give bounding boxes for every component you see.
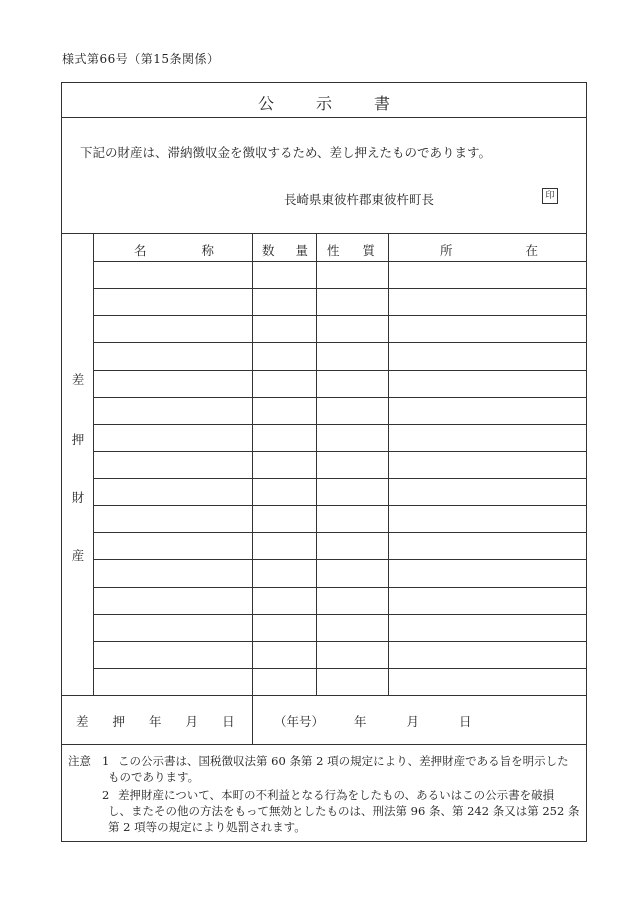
table-row-rule [93,559,586,560]
column-divider [388,233,389,695]
note-number: 1 [102,754,110,768]
section-divider [62,695,586,696]
table-row-rule [93,261,586,262]
form-number: 様式第66号（第15条関係） [62,52,220,66]
note-text-line: ものであります。 [108,770,200,784]
note-number: 2 [102,788,110,802]
table-row-rule [93,614,586,615]
table-row-rule [93,342,586,343]
table-row-rule [93,451,586,452]
column-header-quantity: 数 量 [262,243,308,258]
side-label-divider [93,233,94,695]
seizure-date-value: （年号） 年 月 日 [274,714,472,729]
notes-prefix: 注意 [68,754,91,768]
seal-mark: 印 [542,188,558,204]
table-row-rule [93,668,586,669]
section-divider [62,744,586,745]
column-header-nature: 性 質 [327,243,375,258]
note-text-line: 第 2 項等の規定により処罰されます。 [108,820,306,834]
side-label-char: 財 [71,490,85,505]
table-row-rule [93,532,586,533]
table-row-rule [93,424,586,425]
column-divider [316,233,317,695]
side-label-char: 押 [71,432,85,447]
section-divider [62,233,586,234]
issuer-name: 長崎県東彼杵郡東彼杵町長 [284,192,435,207]
table-row-rule [93,478,586,479]
notice-statement: 下記の財産は、滞納徴収金を徴収するため、差し押えたものであります。 [80,145,492,160]
note-text-line: し、またその他の方法をもって無効としたものは、刑法第 96 条、第 242 条又は第 252 条 [108,804,580,818]
title-row [62,83,586,118]
side-label-char: 差 [71,372,85,387]
table-row-rule [93,370,586,371]
note-text-line: 差押財産について、本町の不利益となる行為をしたもの、あるいはこの公示書を破損 [118,788,555,802]
document-title: 公示書 [257,94,432,113]
notice-form [61,82,587,842]
column-header-name: 名 称 [134,243,214,258]
seizure-date-row: 差 押 年 月 日 [76,714,235,729]
table-row-rule [93,288,586,289]
note-text-line: この公示書は、国税徴収法第 60 条第 2 項の規定により、差押財産である旨を明示した [118,754,569,768]
column-header-location: 所 在 [440,243,538,258]
table-row-rule [93,505,586,506]
table-row-rule [93,587,586,588]
table-row-rule [93,315,586,316]
side-label-char: 産 [71,548,85,563]
table-row-rule [93,641,586,642]
table-row-rule [93,397,586,398]
